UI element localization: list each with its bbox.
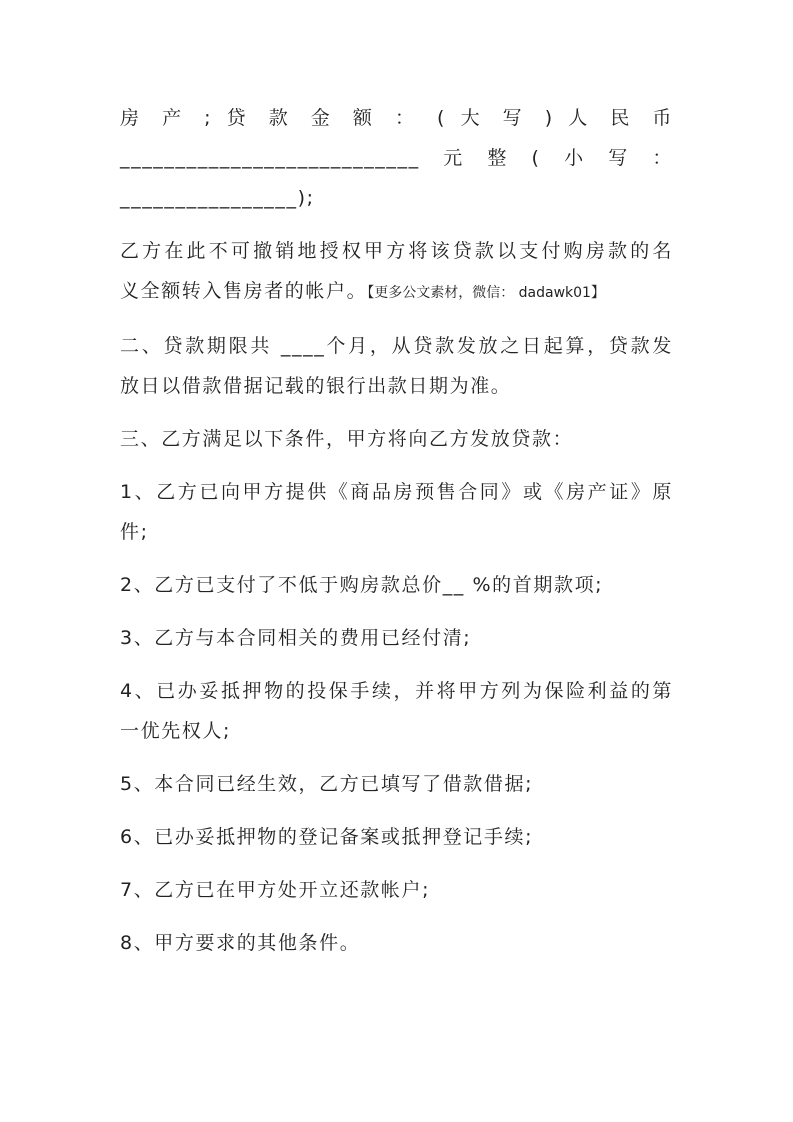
loan-amount-paren-open: ( [531, 147, 541, 169]
condition-item-5: 5、本合同已经生效，乙方已填写了借款借据; [120, 773, 534, 795]
loan-amount-line-2 [120, 138, 673, 178]
loan-amount-unit-yuan: 元 [443, 147, 464, 169]
condition-item-8: 8、甲方要求的其他条件。 [120, 932, 361, 954]
condition-item-4-line-1: 4、已办妥抵押物的投保手续，并将甲方列为保险利益的第 [120, 680, 673, 702]
condition-item-7: 7、乙方已在甲方处开立还款帐户; [120, 879, 431, 901]
loan-term-line-1: 二、贷款期限共 ____个月，从贷款发放之日起算，贷款发 [120, 335, 673, 357]
authorization-line-2 [120, 271, 673, 313]
loan-amount-colon: ： [652, 147, 673, 169]
condition-item-2: 2、乙方已支付了不低于购房款总价__ %的首期款项; [120, 574, 604, 596]
loan-amount-line-3: ________________); [120, 187, 315, 209]
condition-item-1-line-2: 件; [120, 521, 149, 543]
loan-amount-small: 小 [564, 147, 585, 169]
promo-note: 【更多公文素材，微信： dadawk01】 [367, 285, 605, 301]
authorization-text: 义全额转入售房者的帐户。 [120, 280, 368, 302]
loan-term-line-2: 放日以借款借据记载的银行出款日期为准。 [120, 375, 512, 397]
condition-item-6: 6、已办妥抵押物的登记备案或抵押登记手续; [120, 826, 534, 848]
document-page [120, 98, 673, 963]
condition-item-3: 3、乙方与本合同相关的费用已经付清; [120, 627, 472, 649]
loan-amount-line-1: 房 产 ; 贷 款 金 额 ： ( 大 写 ) 人 民 币 [120, 107, 673, 129]
loan-amount-write: 写 [608, 147, 629, 169]
authorization-line-1: 乙方在此不可撤销地授权甲方将该贷款以支付购房款的名 [120, 240, 673, 262]
loan-amount-blank: ___________________________ [120, 147, 420, 169]
condition-item-4-line-2: 一优先权人; [120, 720, 232, 742]
conditions-heading: 三、乙方满足以下条件，甲方将向乙方发放贷款： [120, 428, 574, 450]
loan-amount-unit-zheng: 整 [487, 147, 508, 169]
condition-item-1-line-1: 1、乙方已向甲方提供《商品房预售合同》或《房产证》原 [120, 481, 673, 503]
